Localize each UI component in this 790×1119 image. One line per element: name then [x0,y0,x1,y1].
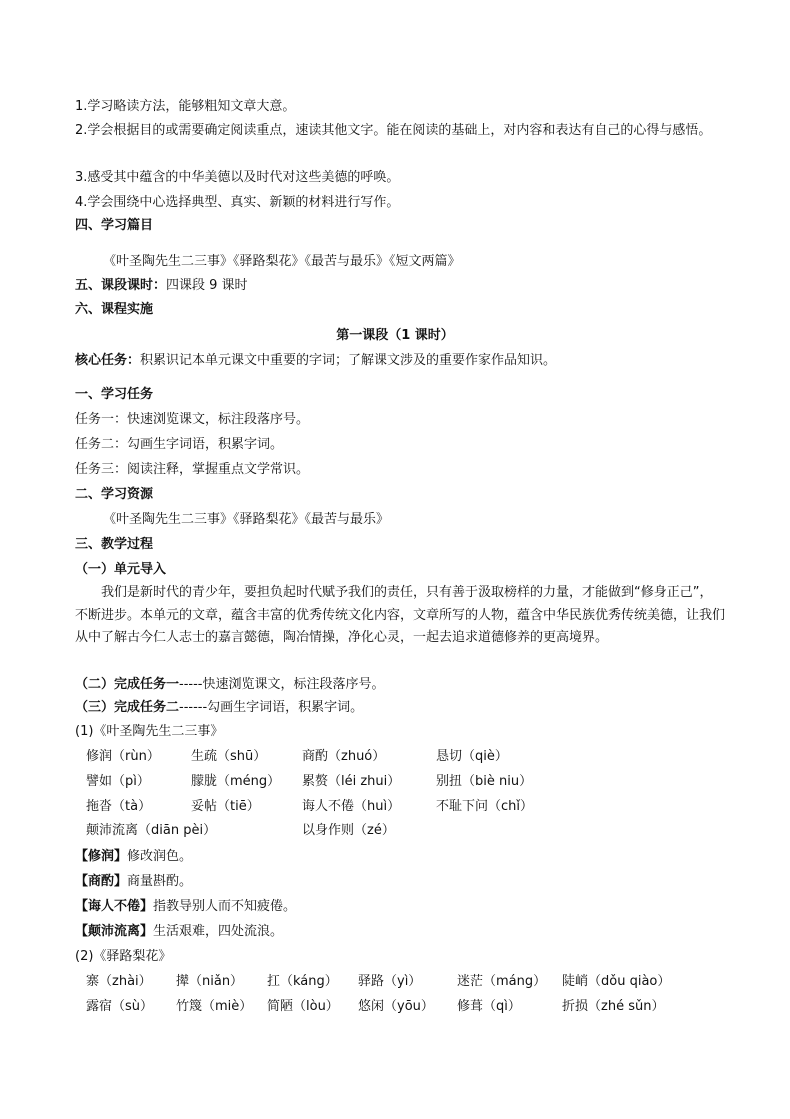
definition-meaning: 商量斟酌。 [127,874,193,889]
schedule-line [75,274,725,298]
vocab-item: 修润（rùn） [86,749,160,764]
vocab-item: 折损（zhé sǔn） [562,999,665,1014]
vocab-item: 迷茫（máng） [457,974,547,989]
section-heading-implementation: 六、课程实施 [75,302,154,317]
vocab-item: 商酌（zhuó） [302,749,386,764]
vocab-item: 以身作则（zé） [302,823,395,838]
vocab-item: 妥帖（tiē） [191,799,260,814]
definition-row [75,845,725,869]
vocab-item: 恳切（qiè） [436,749,508,764]
objective-2: 2.学会根据目的或需要确定阅读重点，速读其他文字。能在阅读的基础上，对内容和表达有自己的心得与感悟。 [75,123,712,138]
definition-meaning: 生活艰难，四处流浪。 [153,924,284,939]
resources-list: 《叶圣陶先生二三事》《驿路梨花》《最苦与最乐》 [103,512,390,527]
schedule-value: 四课段 9 课时 [166,278,248,293]
vocab-item: 生疏（shū） [191,749,267,764]
task-1: 任务一：快速浏览课文，标注段落序号。 [75,412,310,427]
core-task-label: 核心任务： [75,353,141,368]
vocab-item: 颠沛流离（diān pèi） [86,823,217,838]
vocab-item: 驿路（yì） [358,974,422,989]
vocab-item: 扛（káng） [267,974,338,989]
vocab-item: 朦胧（méng） [191,774,281,789]
text-list: 《叶圣陶先生二三事》《驿路梨花》《最苦与最乐》《短文两篇》 [103,254,461,269]
core-task-text: 积累识记本单元课文中重要的字词；了解课文涉及的重要作家作品知识。 [140,353,557,368]
step-2-label: （二）完成任务一 [75,677,180,692]
definition-meaning: 修改润色。 [127,849,193,864]
vocab-item: 竹篾（miè） [176,999,253,1014]
step-3-text: ------勾画生字词语，积累字词。 [179,700,364,715]
vocab-item: 寨（zhài） [86,974,152,989]
core-task [75,349,725,373]
objective-4: 4.学会围绕中心选择典型、真实、新颖的材料进行写作。 [75,195,400,210]
vocab-item: 譬如（pì） [86,774,150,789]
vocab-item: 诲人不倦（huì） [302,799,401,814]
tasks-heading: 一、学习任务 [75,387,154,402]
definition-term: 【商酌】 [75,874,128,889]
vocab-item: 累赘（léi zhui） [302,774,401,789]
definition-meaning: 指教导别人而不知疲倦。 [153,899,297,914]
objective-1: 1.学习略读方法，能够粗知文章大意。 [75,99,296,114]
definition-row [75,870,725,894]
vocab-item: 陡峭（dǒu qiào） [562,974,671,989]
section-heading-texts: 四、学习篇目 [75,218,154,233]
vocab-item: 拖沓（tà） [86,799,152,814]
resources-heading: 二、学习资源 [75,487,154,502]
process-heading: 三、教学过程 [75,537,154,552]
definition-term: 【颠沛流离】 [75,924,154,939]
definition-row [75,920,725,944]
step-3-label: （三）完成任务二 [75,700,180,715]
intro-heading: （一）单元导入 [75,562,167,577]
intro-paragraph: 我们是新时代的青少年，要担负起时代赋予我们的责任，只有善于汲取榜样的力量，才能做到“修身正己”，不断进步。本单元的文章，蕴含丰富的优秀传统文化内容，文章所写的人物，蕴含中华民族优秀传统美德，让我们从中了解古今仁人志士的嘉言懿德，陶冶情操，净化心灵，一起去追求道德修养的更高境界。 [75,585,726,645]
schedule-label: 五、课段课时： [75,278,167,293]
objective-3: 3.感受其中蕴含的中华美德以及时代对这些美德的呼唤。 [75,170,400,185]
vocab-item: 不耻下问（chǐ） [436,799,533,814]
definition-term: 【诲人不倦】 [75,899,154,914]
vocab-item: 简陋（lòu） [267,999,339,1014]
task-2: 任务二：勾画生字词语，积累字词。 [75,437,284,452]
step-2 [75,673,725,697]
vocab-item: 别扭（biè niu） [436,774,533,789]
vocab-item: 撵（niǎn） [176,974,244,989]
vocab-item: 修葺（qì） [457,999,521,1014]
text1-title: (1)《叶圣陶先生二三事》 [75,724,224,739]
step-3 [75,696,725,720]
task-3: 任务三：阅读注释，掌握重点文学常识。 [75,462,310,477]
definition-term: 【修润】 [75,849,128,864]
step-2-text: -----快速浏览课文，标注段落序号。 [179,677,385,692]
lesson-title: 第一课段（1 课时） [336,328,454,343]
vocab-item: 露宿（sù） [86,999,154,1014]
text2-title: (2)《驿路梨花》 [75,949,172,964]
definition-row [75,895,725,919]
vocab-item: 悠闲（yōu） [358,999,434,1014]
